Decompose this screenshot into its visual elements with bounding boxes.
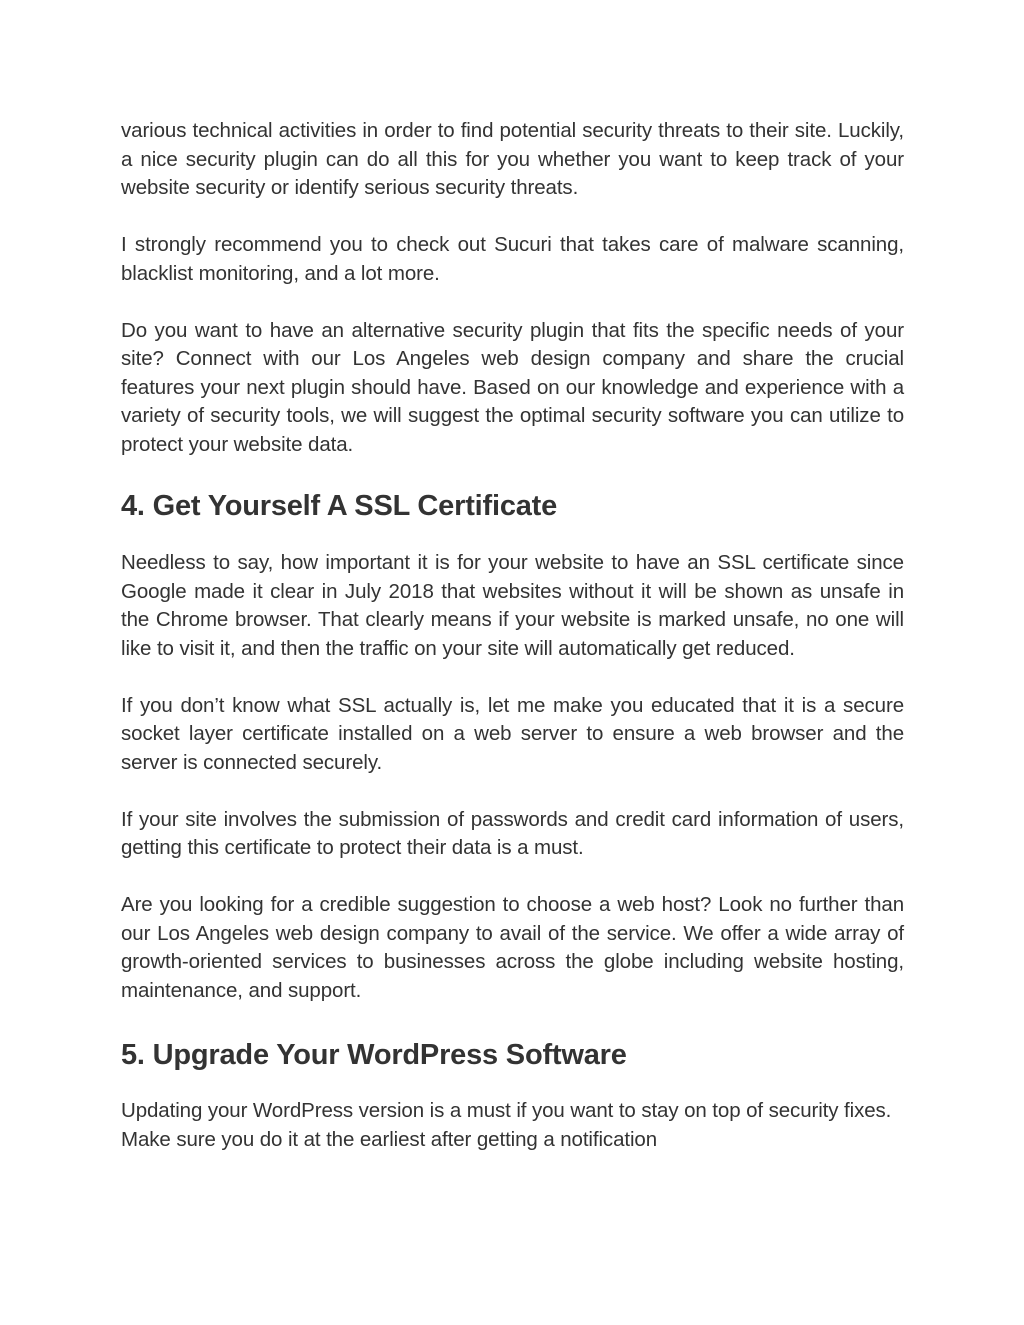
paragraph-intro-1: various technical activities in order to find potential security threats to their site. Luckily, a nice security plugin can do all this for you whether you want to keep track of your website security or identify serious security threats. — [121, 119, 904, 199]
document-page — [121, 117, 904, 1154]
paragraph-intro-2: I strongly recommend you to check out Sucuri that takes care of malware scanning, blacklist monitoring, and a lot more. — [121, 233, 904, 285]
section-4-paragraph-3: If your site involves the submission of passwords and credit card information of users, getting this certificate to protect their data is a must. — [121, 807, 904, 859]
section-4-heading: 4. Get Yourself A SSL Certificate — [121, 490, 558, 522]
section-4-paragraph-1: Needless to say, how important it is for your website to have an SSL certificate since Google made it clear in July 2018 that websites without it will be shown as unsafe in the Chrome browser. That clearly means if your website is marked unsafe, no one will like to visit it, and then the traffic on your site will automatically get reduced. — [121, 551, 904, 660]
section-5-heading: 5. Upgrade Your WordPress Software — [121, 1039, 627, 1071]
section-4-paragraph-4: Are you looking for a credible suggestion to choose a web host? Look no further than our Los Angeles web design company to avail of the service. We offer a wide array of growth-oriented services to businesses across the globe including website hosting, maintenance, and support. — [121, 893, 904, 1002]
paragraph-intro-3: Do you want to have an alternative security plugin that fits the specific needs of your site? Connect with our Los Angeles web design company and share the crucial features your next plugin should have. Based on our knowledge and experience with a variety of security tools, we will suggest the optimal security software you can utilize to protect your website data. — [121, 318, 904, 456]
section-4-paragraph-2: If you don’t know what SSL actually is, let me make you educated that it is a secure socket layer certificate installed on a web server to ensure a web browser and the server is connected securely. — [121, 693, 904, 774]
section-5-paragraph-1: Updating your WordPress version is a must if you want to stay on top of security fixes. Make sure you do it at the earliest after getting a notification — [121, 1099, 892, 1151]
